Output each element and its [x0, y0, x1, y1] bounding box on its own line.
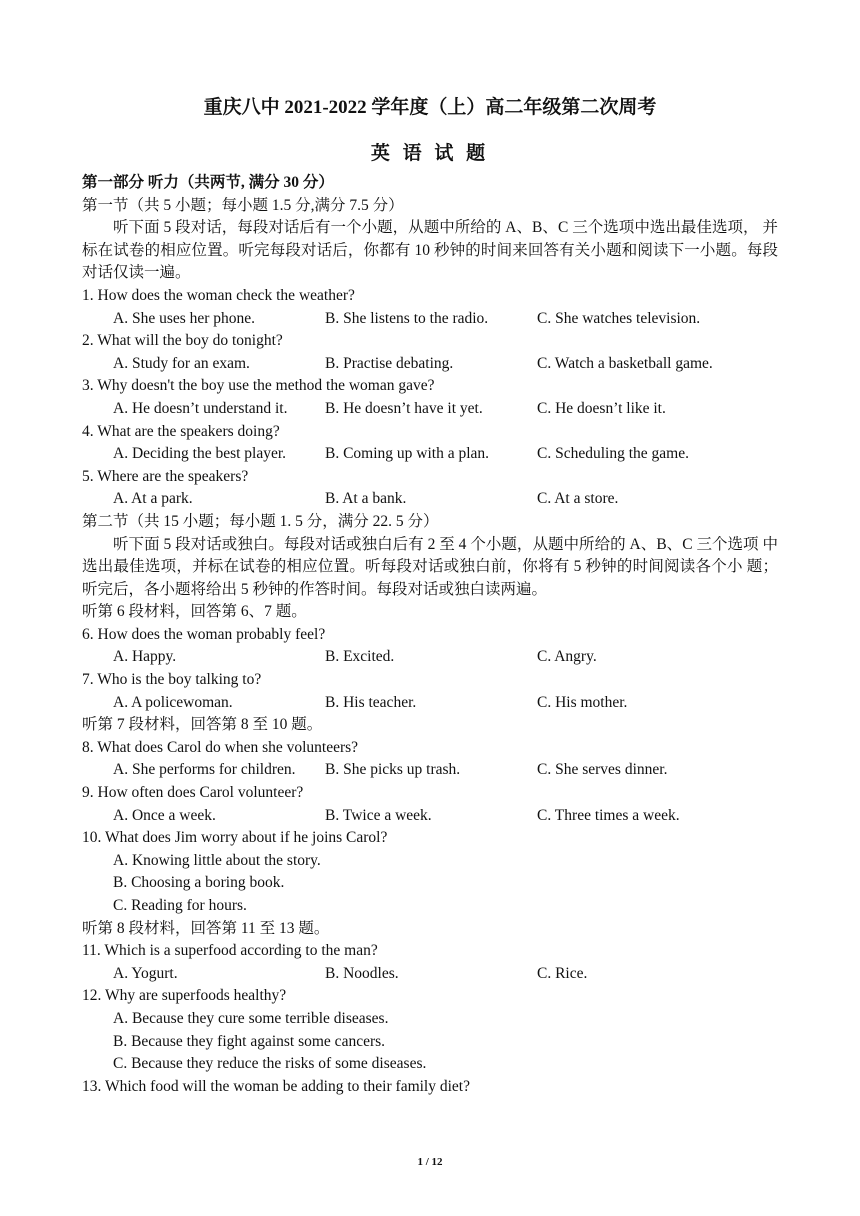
question-stem: 1. How does the woman check the weather? — [82, 286, 355, 304]
option-a: A. Deciding the best player. — [113, 445, 287, 463]
question-stem: 5. Where are the speakers? — [82, 467, 249, 485]
option-c: C. Three times a week. — [537, 806, 680, 824]
option-row — [82, 805, 778, 828]
question-stem: 7. Who is the boy talking to? — [82, 671, 262, 689]
question-stem: 12. Why are superfoods healthy? — [82, 987, 287, 1005]
option-a: A. She performs for children. — [113, 761, 296, 779]
option-row — [82, 759, 778, 782]
option-a: A. Yogurt. — [113, 964, 178, 982]
option-b: B. Because they fight against some cancers. — [113, 1032, 386, 1050]
option-a: A. Once a week. — [113, 806, 216, 824]
question-stem: 10. What does Jim worry about if he joins Carol? — [82, 829, 388, 847]
option-c: C. He doesn’t like it. — [537, 399, 666, 417]
option-row — [82, 488, 778, 511]
option-a: A. Knowing little about the story. — [113, 851, 321, 869]
option-a: A. Happy. — [113, 648, 177, 666]
option-b: B. At a bank. — [325, 490, 407, 508]
option-c: C. Because they reduce the risks of some diseases. — [113, 1055, 427, 1073]
option-c: C. Watch a basketball game. — [537, 354, 713, 372]
page-number: 1 / 12 — [417, 1156, 443, 1168]
question-stem: 4. What are the speakers doing? — [82, 422, 280, 440]
option-row — [82, 692, 778, 715]
option-c: C. Angry. — [537, 648, 597, 666]
option-b: B. Coming up with a plan. — [325, 445, 490, 463]
option-c: C. She watches television. — [537, 309, 701, 327]
question-stem: 9. How often does Carol volunteer? — [82, 784, 304, 802]
option-a: A. At a park. — [113, 490, 193, 508]
option-row — [82, 963, 778, 986]
part-heading: 第一部分 听力（共两节, 满分 30 分） — [82, 174, 334, 191]
option-c: C. She serves dinner. — [537, 761, 668, 779]
exam-subtitle: 英 语 试 题 — [370, 143, 490, 164]
question-stem: 8. What does Carol do when she volunteers? — [82, 738, 359, 756]
section-instructions: 听下面 5 段对话或独白。每段对话或独白后有 2 至 4 个小题，从题中所给的 A、B、C 三个选项 中选出最佳选项，并标在试卷的相应位置。听每段对话或独白前，你将有 5 秒钟的时间阅读各个小 题；听完后，各小题将给出 5 秒钟的作答时间。每段对话或独白读两遍。 — [82, 535, 778, 598]
option-b: B. Choosing a boring book. — [113, 874, 285, 892]
section-instructions: 听下面 5 段对话，每段对话后有一个小题，从题中所给的 A、B、C 三个选项中选出最佳选项， 并标在试卷的相应位置。听完每段对话后，你都有 10 秒钟的时间来回答有关小题和阅读下一小题。每段对话仅读一遍。 — [82, 219, 778, 282]
option-a: A. She uses her phone. — [113, 309, 256, 327]
material-intro: 听第 6 段材料，回答第 6、7 题。 — [82, 603, 307, 621]
option-row — [82, 646, 778, 669]
material-intro: 听第 7 段材料，回答第 8 至 10 题。 — [82, 716, 323, 734]
option-row — [82, 398, 778, 421]
question-stem: 13. Which food will the woman be adding to their family diet? — [82, 1077, 470, 1095]
material-intro: 听第 8 段材料，回答第 11 至 13 题。 — [82, 919, 330, 937]
option-row — [82, 353, 778, 376]
option-b: B. Practise debating. — [325, 354, 454, 372]
question-stem: 11. Which is a superfood according to the man? — [82, 942, 378, 960]
option-row — [82, 443, 778, 466]
option-row — [82, 308, 778, 331]
question-stem: 3. Why doesn't the boy use the method the woman gave? — [82, 377, 435, 395]
question-stem: 2. What will the boy do tonight? — [82, 332, 283, 350]
option-a: A. A policewoman. — [113, 693, 233, 711]
option-b: B. She listens to the radio. — [325, 309, 489, 327]
section-heading: 第一节（共 5 小题；每小题 1.5 分,满分 7.5 分） — [82, 196, 404, 214]
option-c: C. His mother. — [537, 693, 628, 711]
option-c: C. At a store. — [537, 490, 619, 508]
option-b: B. He doesn’t have it yet. — [325, 399, 483, 417]
option-c: C. Reading for hours. — [113, 897, 247, 914]
option-b: B. His teacher. — [325, 693, 417, 711]
exam-title: 重庆八中 2021-2022 学年度（上）高二年级第二次周考 — [203, 97, 657, 118]
option-a: A. Study for an exam. — [113, 354, 250, 372]
option-c: C. Rice. — [537, 964, 588, 982]
option-b: B. Noodles. — [325, 964, 399, 982]
option-c: C. Scheduling the game. — [537, 445, 689, 463]
question-stem: 6. How does the woman probably feel? — [82, 625, 326, 643]
option-b: B. She picks up trash. — [325, 761, 461, 779]
exam-content — [82, 172, 778, 1098]
option-a: A. Because they cure some terrible diseases. — [113, 1009, 389, 1027]
option-b: B. Twice a week. — [325, 806, 432, 824]
section-heading: 第二节（共 15 小题；每小题 1. 5 分，满分 22. 5 分） — [82, 512, 439, 530]
option-b: B. Excited. — [325, 648, 395, 666]
option-a: A. He doesn’t understand it. — [113, 399, 288, 417]
